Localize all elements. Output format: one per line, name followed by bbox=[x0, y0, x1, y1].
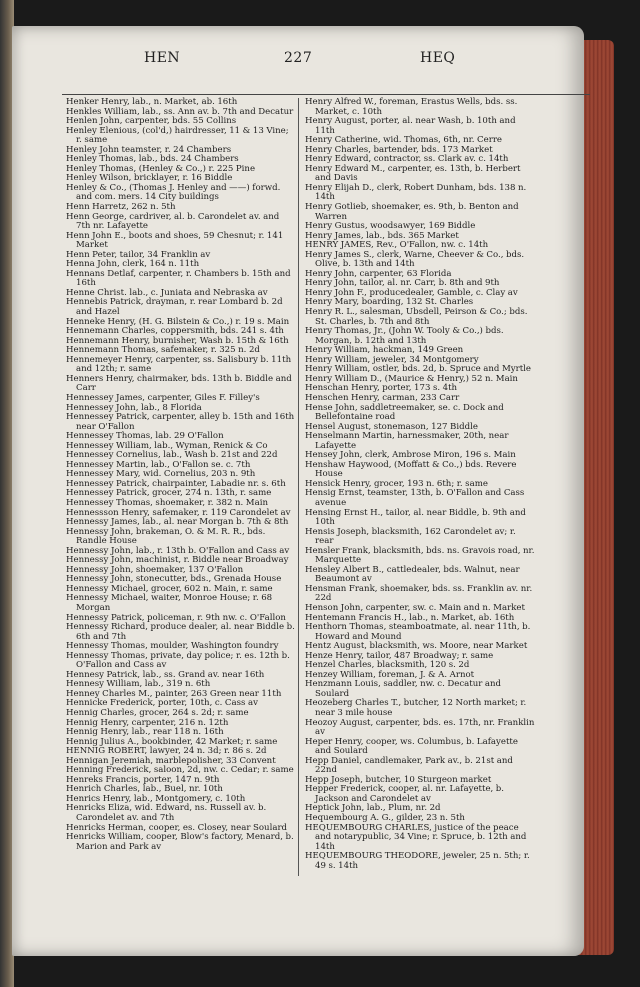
directory-entry: Henry August, porter, al. near Wash, b. 10th and 11th bbox=[305, 116, 516, 136]
directory-entry: Henry John, tailor, al. nr. Carr, b. 8th and 9th bbox=[305, 278, 500, 289]
directory-entry: Henley Thomas, (Henley & Co.,) r. 225 Pine bbox=[66, 163, 256, 174]
directory-entry: Henzey William, foreman, J. & A. Arnot bbox=[305, 669, 475, 680]
directory-entry: Hennessy John, brakeman, O. & M. R. R., bds. Randle House bbox=[66, 526, 266, 547]
directory-entry: Hennessson Henry, safemaker, r. 119 Carondelet av bbox=[66, 507, 291, 518]
directory-entry: Hennessey William, lab., Wyman, Renick & Co bbox=[66, 440, 268, 451]
directory-entry: Henze Henry, tailor, 487 Broadway; r. same bbox=[305, 650, 494, 661]
directory-entry: Henry William D., (Maurice & Henry,) 52 n. Main bbox=[305, 373, 518, 384]
directory-entry: Henry John F., producedealer, Gamble, c. Clay av bbox=[305, 287, 518, 298]
directory-entry: Henn Harretz, 262 n. 5th bbox=[66, 202, 176, 213]
directory-entry: Henley & Co., (Thomas J. Henley and ——) forwd. and com. mers. 14 City buildings bbox=[66, 182, 281, 203]
directory-entry: Henry William, jeweler, 34 Montgomery bbox=[305, 354, 479, 365]
directory-entry: Hentemann Francis H., lab., n. Market, ab. 16th bbox=[305, 612, 515, 623]
header-left-guide: HEN bbox=[144, 50, 181, 66]
directory-entry: Hennig Henry, lab., rear 118 n. 16th bbox=[66, 727, 224, 738]
directory-entry: Henry Charles, bartender, bds. 173 Market bbox=[305, 144, 493, 155]
directory-entry: Henn John E., boots and shoes, 59 Chesnut; r. 141 Market bbox=[66, 230, 284, 251]
directory-entry: Hennessy Thomas, moulder, Washington foundry bbox=[66, 641, 279, 652]
directory-entry: Henschan Henry, porter, 173 s. 4th bbox=[305, 383, 458, 394]
directory-entry: Henson John, carpenter, sw. c. Main and n. Market bbox=[305, 602, 525, 613]
directory-entry: Henschen Henry, carman, 233 Carr bbox=[305, 392, 460, 403]
directory-entry: Hepp Joseph, butcher, 10 Sturgeon market bbox=[305, 774, 492, 785]
directory-entry: HEQUEMBOURG THEODORE, jeweler, 25 n. 5th; r. 49 s. 14th bbox=[305, 851, 530, 871]
header-rule bbox=[62, 94, 590, 95]
directory-entry: Hennans Detlaf, carpenter, r. Chambers b. 15th and 16th bbox=[66, 268, 291, 289]
directory-entry: Henrich Charles, lab., Buel, nr. 10th bbox=[66, 784, 223, 795]
directory-entry: Hennessy Richard, produce dealer, al. near Biddle b. 6th and 7th bbox=[66, 622, 295, 642]
directory-entry: Henry James S., clerk, Warne, Cheever & Co., bds. Olive, b. 13th and 14th bbox=[305, 249, 525, 270]
directory-entry: Heptick John, lab., Plum, nr. 2d bbox=[305, 803, 441, 814]
directory-entry: Hensley Albert B., cattledealer, bds. Walnut, near Beaumont av bbox=[305, 564, 520, 585]
directory-entry: Hennemeyer Henry, carpenter, ss. Salisbury b. 11th and 12th; r. same bbox=[66, 354, 292, 375]
directory-entry: Hennig Charles, grocer, 264 s. 2d; r. same bbox=[66, 708, 249, 718]
directory-entry: Henry Elijah D., clerk, Robert Dunham, bds. 138 n. 14th bbox=[305, 182, 527, 203]
directory-entry: Henn Peter, tailor, 34 Franklin av bbox=[66, 249, 211, 260]
left-column bbox=[66, 98, 296, 852]
directory-entry: HEQUEMBOURG CHARLES, justice of the peace and notarypublic, 34 Vine; r. Spruce, b. 12th and 14th bbox=[305, 822, 527, 852]
directory-entry: Hennig Henry, carpenter, 216 n. 12th bbox=[66, 717, 229, 728]
directory-entry: Hennessy John, stonecutter, bds., Grenada House bbox=[66, 574, 282, 585]
directory-entry: Hennessey Cornelius, lab., Wash b. 21st and 22d bbox=[66, 450, 278, 461]
page-header bbox=[62, 50, 590, 72]
directory-entry: Hennessy Patrick, policeman, r. 9th nw. c. O'Fallon bbox=[66, 612, 286, 623]
directory-entry: Hennessey Martin, lab., O'Fallon se. c. 7th bbox=[66, 459, 251, 470]
directory-entry: Hennessy John, lab., r. 13th b. O'Fallon and Cass av bbox=[66, 545, 290, 556]
directory-entry: Hennessy James, lab., al. near Morgan b. 7th & 8th bbox=[66, 517, 289, 528]
directory-entry: Henley Elenious, (col'd,) hairdresser, 11 & 13 Vine; r. same bbox=[66, 125, 289, 146]
directory-entry: Hennemann Thomas, safemaker, r. 325 n. 2d bbox=[66, 345, 260, 356]
directory-entry: Henry Edward, contractor, ss. Clark av. c. 14th bbox=[305, 154, 509, 165]
directory-entry: Henney Charles M., painter, 263 Green near 11th bbox=[66, 688, 282, 699]
directory-entry: Henneke Henry, (H. G. Bilstein & Co.,) r. 19 s. Main bbox=[66, 316, 290, 327]
directory-entry: Henley Wilson, bricklayer, r. 16 Biddle bbox=[66, 173, 233, 184]
right-column bbox=[305, 98, 535, 871]
directory-entry: Henry Edward M., carpenter, es. 13th, b. Herbert and Davis bbox=[305, 163, 521, 184]
directory-entry: Hensis Joseph, blacksmith, 162 Carondelet av; r. rear bbox=[305, 526, 516, 547]
directory-entry: Henry William, ostler, bds. 2d, b. Spruce and Myrtle bbox=[305, 364, 531, 375]
directory-entry: Hensey John, clerk, Ambrose Miron, 196 s. Main bbox=[305, 450, 516, 461]
directory-entry: Henning Frederick, saloon, 2d, nw. c. Cedar; r. same bbox=[66, 765, 294, 776]
directory-entry: Hequembourg A. G., gilder, 23 n. 5th bbox=[305, 813, 465, 824]
column-divider bbox=[298, 98, 299, 876]
directory-entry: Henry William, hackman, 149 Green bbox=[305, 345, 464, 356]
directory-entry: Henry Gustus, woodsawyer, 169 Biddle bbox=[305, 221, 476, 232]
directory-entry: Hensing Ernst H., tailor, al. near Biddle, b. 9th and 10th bbox=[305, 507, 526, 528]
directory-entry: Hennessy Michael, grocer, 602 n. Main, r. same bbox=[66, 583, 273, 594]
directory-entry: Hennig Julius A., bookbinder, 42 Market; r. same bbox=[66, 736, 278, 747]
directory-entry: Hensel August, stonemason, 127 Biddle bbox=[305, 421, 478, 432]
directory-entry: Hensler Frank, blacksmith, bds. ns. Gravois road, nr. Marquette bbox=[305, 545, 535, 566]
directory-entry: Henry John, carpenter, 63 Florida bbox=[305, 268, 452, 279]
directory-entry: Hennessey Patrick, grocer, 274 n. 13th, r. same bbox=[66, 488, 272, 499]
directory-entry: Heper Henry, cooper, ws. Columbus, b. Lafayette and Soulard bbox=[305, 736, 518, 757]
directory-entry: Hentz August, blacksmith, ws. Moore, near Market bbox=[305, 641, 528, 652]
directory-entry: Hennessey John, lab., 8 Florida bbox=[66, 402, 202, 413]
directory-entry: Henthorn Thomas, steamboatmate, al. near 11th, b. Howard and Mound bbox=[305, 622, 531, 642]
directory-entry: Henzmann Louis, saddler, nw. c. Decatur and Soulard bbox=[305, 679, 502, 699]
directory-entry: Heozeberg Charles T., butcher, 12 North market; r. near 3 mile house bbox=[305, 698, 527, 718]
directory-entry: Hennebis Patrick, drayman, r. rear Lombard b. 2d and Hazel bbox=[66, 297, 283, 318]
directory-entry: Henry James, lab., bds. 365 Market bbox=[305, 230, 459, 241]
directory-entry: Hennessey Thomas, shoemaker, r. 382 n. Main bbox=[66, 497, 268, 508]
directory-entry: Henry Catherine, wid. Thomas, 6th, nr. Cerre bbox=[305, 135, 503, 146]
directory-entry: Hennessey Mary, wid. Cornelius, 203 n. 9th bbox=[66, 469, 256, 480]
directory-entry: Hennemann Henry, burnisher, Wash b. 15th & 16th bbox=[66, 335, 289, 346]
directory-entry: Henricks Herman, cooper, es. Closey, near Soulard bbox=[66, 822, 288, 833]
directory-entry: Henne Christ. lab., c. Juniata and Nebraska av bbox=[66, 287, 268, 298]
directory-entry: Henricks William, cooper, Blow's factory, Menard, b. Marion and Park av bbox=[66, 832, 294, 852]
directory-entry: Henry Alfred W., foreman, Erastus Wells, bds. ss. Market, c. 10th bbox=[305, 97, 518, 117]
directory-entry: Heozoy August, carpenter, bds. es. 17th, nr. Franklin av bbox=[305, 717, 535, 738]
directory-entry: Henkles William, lab., ss. Ann av. b. 7th and Decatur bbox=[66, 106, 294, 117]
directory-entry: Hennicke Frederick, porter, 10th, c. Cass av bbox=[66, 698, 258, 709]
directory-entry: Henzel Charles, blacksmith, 120 s. 2d bbox=[305, 660, 470, 671]
directory-entry: Henselmann Martin, harnessmaker, 20th, near Lafayette bbox=[305, 431, 509, 451]
directory-entry: HENNIG ROBERT, lawyer, 24 n. 3d; r. 86 s. 2d bbox=[66, 746, 267, 757]
directory-entry: Henshaw Haywood, (Moffatt & Co.,) bds. Revere House bbox=[305, 459, 517, 480]
directory-entry: Hensman Frank, shoemaker, bds. ss. Franklin av. nr. 22d bbox=[305, 583, 533, 604]
directory-entry: Hennessy Thomas, private, day police; r. es. 12th b. O'Fallon and Cass av bbox=[66, 650, 290, 671]
directory-entry: Henker Henry, lab., n. Market, ab. 16th bbox=[66, 97, 238, 107]
directory-entry: Henry Thomas, Jr., (John W. Tooly & Co.,) bds. Morgan, b. 12th and 13th bbox=[305, 326, 504, 346]
directory-entry: Hennessey Patrick, carpenter, alley b. 15th and 16th near O'Fallon bbox=[66, 412, 295, 432]
directory-entry: Hepp Daniel, candlemaker, Park av., b. 21st and 22nd bbox=[305, 755, 513, 776]
directory-entry: Hennessey Patrick, chairpainter, Labadie nr. s. 6th bbox=[66, 478, 286, 489]
directory-entry: Henry Mary, boarding, 132 St. Charles bbox=[305, 297, 474, 308]
header-right-guide: HEQ bbox=[420, 50, 456, 66]
directory-entry: Hennesy William, lab., 319 n. 6th bbox=[66, 679, 211, 690]
directory-entry: Henley John teamster, r. 24 Chambers bbox=[66, 144, 232, 155]
directory-entry: Hensick Henry, grocer, 193 n. 6th; r. same bbox=[305, 478, 488, 489]
directory-entry: Hensig Ernst, teamster, 13th, b. O'Fallon and Cass avenue bbox=[305, 488, 525, 508]
directory-entry: Hennessy John, shoemaker, 137 O'Fallon bbox=[66, 564, 244, 575]
directory-entry: Henna John, clerk, 164 n. 11th bbox=[66, 259, 200, 270]
directory-entry: Hennessy John, machinist, r. Biddle near Broadway bbox=[66, 555, 289, 566]
directory-entry: HENRY JAMES, Rev., O'Fallon, nw. c. 14th bbox=[305, 240, 489, 251]
directory-entry: Hennesy Patrick, lab., ss. Grand av. near 16th bbox=[66, 669, 265, 680]
directory-entry: Hennigan Jeremiah, marblepolisher, 33 Convent bbox=[66, 755, 276, 766]
directory-entry: Henry R. L., salesman, Ubsdell, Peirson & Co.; bds. St. Charles, b. 7th and 8th bbox=[305, 307, 528, 327]
directory-entry: Henry Gotlieb, shoemaker, es. 9th, b. Benton and Warren bbox=[305, 202, 519, 222]
directory-entry: Hennessey Thomas, lab. 29 O'Fallon bbox=[66, 431, 224, 442]
directory-entry: Henley Thomas, lab., bds. 24 Chambers bbox=[66, 154, 239, 165]
directory-entry: Henn George, cardriver, al. b. Carondelet av. and 7th nr. Lafayette bbox=[66, 211, 280, 232]
directory-entry: Hennessey James, carpenter, Giles F. Filley's bbox=[66, 392, 260, 403]
directory-entry: Hennemann Charles, coppersmith, bds. 241 s. 4th bbox=[66, 326, 284, 337]
directory-entry: Hepper Frederick, cooper, al. nr. Lafayette, b. Jackson and Carondelet av bbox=[305, 784, 505, 804]
page-number: 227 bbox=[284, 50, 313, 66]
directory-entry: Hennessy Michael, waiter, Monroe House; r. 68 Morgan bbox=[66, 593, 273, 613]
directory-entry: Henricks Eliza, wid. Edward, ns. Russell av. b. Carondelet av. and 7th bbox=[66, 803, 267, 824]
directory-entry: Henreks Francis, porter, 147 n. 9th bbox=[66, 774, 220, 785]
directory-entry: Hense John, saddletreemaker, se. c. Dock and Bellefontaine road bbox=[305, 402, 504, 423]
directory-entry: Henners Henry, chairmaker, bds. 13th b. Biddle and Carr bbox=[66, 373, 292, 394]
directory-entry: Henrics Henry, lab., Montgomery, c. 10th bbox=[66, 793, 246, 804]
directory-entry: Henlen John, carpenter, bds. 55 Collins bbox=[66, 116, 237, 127]
